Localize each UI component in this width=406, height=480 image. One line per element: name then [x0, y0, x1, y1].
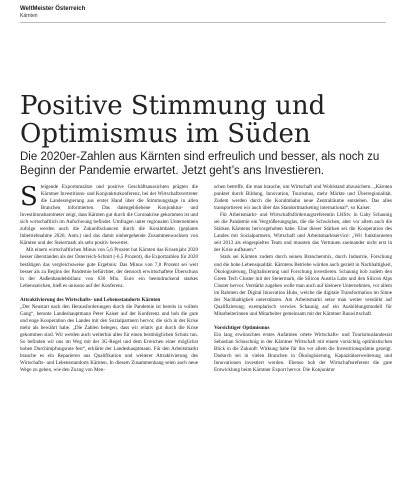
paragraph: Stark sei Kärnten zudem durch seinen Branchenmix, durch Industrie, Forschung und die hohe Lebensqualität. Kärntens Betriebe würden auch gezielt in Nachhaltigkeit, Ökologisierung, Digitalisierung und Forschung investieren. Schaunig hob zudem den Green Tech Cluster mit der Steiermark, die Silicon Austria Labs und den Silicon Alps Cluster hervor. Verstärkt zugehen wolle man auch auf kleinere Unternehmen, vor allem im Rahmen der Digital Innovation Hubs, welche die digitale Transformation im Sinne der Nachhaltigkeit unterstützen. Am Arbeitsmarkt setze man weiter verstärkt auf Qualifizierung; exemplarisch verwies Schaunig auf ein Ausbildungsmodell für Mitarbeiterinnen und Mitarbeiter gemeinsam mit der Kärntner Bauwirtschaft. — [214, 254, 392, 317]
subheading: Vorsichtiger Optimismus — [214, 324, 270, 331]
masthead — [20, 6, 85, 19]
article-title — [20, 92, 390, 148]
subheading: Attraktivierung des Wirtschafts- und Lebensstandorts Kärnten — [20, 296, 161, 303]
article-column-left — [20, 184, 198, 478]
paragraph: „Der Neustart nach den Herausforderungen durch die Pandemie ist bereits in vollem Gang“, betonte Landeshauptmann Peter Kaiser auf der Konferenz und hob die gute und enge Kooperation des Landes mit den Sozialpartnern hervor, die sich in der Krise mehr als bewährt habe. „Die Zahlen belegen, dass wir relativ gut durch die Krise gekommen sind. Wir werden auch weiterhin alles für einen bestmöglichen Schutz tun. So befinden wir uns im Weg mit der 3G-Regel und dem Erreichen einer möglichst hohen Durchimpfungsrate fest“, erklärte der Landeshauptmann. Für den Arbeitsmarkt brauche es ein Reparieren aus Qualifikation und weiterer Attraktivierung des Wirtschafts- und Lebensstandorts Kärnten. In diesem Zusammenhang seien auch neue Wege zu gehen, wie den Zuzug von Men- — [20, 303, 198, 374]
paragraph: Für Arbeitsmarkt- und Wirtschaftsförderungsreferentin LHStv. in Gaby Schaunig sei die Pandemie ein Vergrößerungsglas, die die Schwächen, aber vor allem auch die Stärken Kärntens hervorgehoben habe. Eine dieser Stärken sei die Kooperation des Landes mit Sozialpartnern, Wirtschaft und Arbeitsmarktservice: „Wir funktionieren seit 2013 als eingespieltes Team und mussten das Vertrauen zueinander nicht erst in der Krise aufbauen.“ — [214, 212, 392, 254]
publication-name: WeltMeister Österreich — [20, 6, 86, 12]
article-body — [20, 184, 392, 478]
article-lead: Die 2020er-Zahlen aus Kärnten sind erfreulich und besser, als noch zu Beginn der Pandemie erwartet. Jetzt geht’s ans Investieren. — [20, 151, 380, 177]
paragraph: Ein lang erwünschtes erstes Aufatmen ortete Wirtschafts- und Tourismuslandesrat Sebastian Schuschnig in der Kärntner Wirtschaft mit einem vorsichtig optimistischen Blick in die Zukunft: Wirkung habe für ihn vor allem die Investitionsprämie gezeigt. Dadurch sei in vielen Branchen in Ökologisierung, Kapazitätserweiterung und Innovationen investiert worden. Ebenso hob der Wirtschaftsreferent die gute Entwicklung beim Kärntner Export hervor. Die Konjunktur — [214, 331, 392, 374]
article-title-line-2: Optimismus im Süden — [20, 119, 311, 149]
section-label: Kärnten — [20, 13, 38, 19]
paragraph-text: teigende Exportumsätze und positive Geschäftsaussichten prägten die Kärntner Investitions- und Konjunkturkonferenz, bei der Wirtschaftsvertreter die Landesregierung aus erster Hand über die Stimmungslage in allen Branchen informierten. Das datengebliebene Konjunktur- und Investitionsbarometer zeigt, dass Kärnten gut durch die Coronakrise gekommen ist und sich wirtschaftlich im Aufschwung befindet. Umfragen unter regionalen Unternehmen zufolge werden auch die Zukunftschancen durch die Koralmbahn (geplante Inbetriebnahme 2026; Anm.) und das damit einhergehende Zusammenwachsen von Kärnten und der Steiermark als sehr positiv bewertet. — [20, 184, 198, 247]
article-column-right — [214, 184, 392, 478]
paragraph: schen betreffe, die man brauche, um Wirtschaft und Wohlstand abzusichern. „Kärnten punktet durch Bildung, Innovation, Tourismus, mehr Märkte und Überregionalität. Zudem werden durch die Koralmbahn neue Zentralräume entstehen. Das alles transportieren wir auch über das Standortmarketing international“, so Kaiser. — [214, 184, 392, 212]
paragraph — [20, 184, 198, 247]
article-title-line-1: Positive Stimmung und — [20, 91, 326, 121]
drop-cap: S — [20, 184, 38, 212]
paragraph: Mit einem wirtschaftlichen Minus von 5,6 Prozent hat Kärnten das Krisenjahr 2020 besser überstanden als der Österreich-Schnitt (-6,5 Prozent), die Exportzahlen für 2020 bestätigen das vergleichsweise gute Ergebnis: Das Minus von 7,8 Prozent sei weit besser als zu Beginn der Pandemie befürchtet, der dennoch erwirtschaftete Überschuss in der Außenhandelsbilanz von 630 Mio. Euro ein beeindruckend starkes Lebenszeichen, hieß es unisono auf der Konferenz. — [20, 247, 198, 289]
header-divider — [20, 22, 386, 23]
